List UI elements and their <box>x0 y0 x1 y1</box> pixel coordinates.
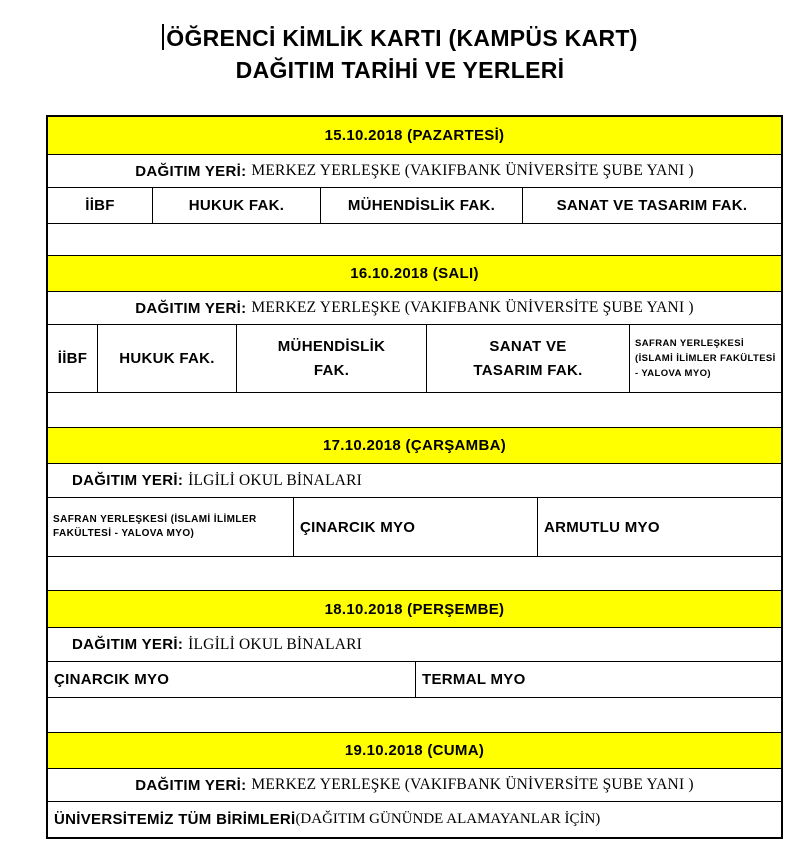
day-3-date: 17.10.2018 (ÇARŞAMBA) <box>48 428 781 464</box>
unit-cell: SAFRAN YERLEŞKESİ (İSLAMİ İLİMLER FAKÜLTESİ - YALOVA MYO) <box>635 338 776 379</box>
day-2-date: 16.10.2018 (SALI) <box>48 256 781 292</box>
title-line-2: DAĞITIM TARİHİ VE YERLERİ <box>235 57 565 83</box>
all-units-note: (DAĞITIM GÜNÜNDE ALAMAYANLAR İÇİN) <box>295 811 601 827</box>
day-1-date: 15.10.2018 (PAZARTESİ) <box>48 117 781 155</box>
text-cursor <box>162 24 164 50</box>
unit-cell: İİBF <box>48 188 153 223</box>
unit-cell: SANAT VE TASARIM FAK. <box>556 197 748 214</box>
place-label: DAĞITIM YERİ: <box>135 162 247 180</box>
spacer-row <box>48 224 781 256</box>
place-value: MERKEZ YERLEŞKE (VAKIFBANK ÜNİVERSİTE ŞUBE YANI ) <box>251 162 694 179</box>
day-1-place <box>48 155 781 188</box>
place-value: MERKEZ YERLEŞKE (VAKIFBANK ÜNİVERSİTE ŞUBE YANI ) <box>251 776 694 793</box>
unit-cell: ÇINARCIK MYO <box>294 498 538 556</box>
day-5-place <box>48 769 781 802</box>
place-value: İLGİLİ OKUL BİNALARI <box>188 635 363 653</box>
unit-cell: SANAT VE TASARIM FAK. <box>427 325 630 392</box>
place-label: DAĞITIM YERİ: <box>135 776 247 794</box>
unit-cell: MÜHENDİSLİK FAK. <box>237 325 427 392</box>
day-2-units <box>48 325 781 393</box>
spacer-row <box>48 698 781 733</box>
place-label: DAĞITIM YERİ: <box>72 636 184 653</box>
unit-cell: TERMAL MYO <box>422 671 526 688</box>
unit-cell: HUKUK FAK. <box>153 188 321 223</box>
day-3-units <box>48 498 781 557</box>
day-4-units <box>48 662 781 698</box>
day-4-place <box>48 628 781 662</box>
spacer-row <box>48 393 781 428</box>
place-value: MERKEZ YERLEŞKE (VAKIFBANK ÜNİVERSİTE ŞUBE YANI ) <box>251 299 694 316</box>
spacer-row <box>48 557 781 591</box>
page-title <box>0 22 800 86</box>
day-5-date: 19.10.2018 (CUMA) <box>48 733 781 769</box>
day-4-date: 18.10.2018 (PERŞEMBE) <box>48 591 781 628</box>
title-line-1: ÖĞRENCİ KİMLİK KARTI (KAMPÜS KART) <box>0 22 800 54</box>
unit-cell: İİBF <box>48 325 98 392</box>
place-label: DAĞITIM YERİ: <box>72 472 184 489</box>
place-label: DAĞITIM YERİ: <box>135 299 247 317</box>
day-2-place <box>48 292 781 325</box>
unit-cell: ÇINARCIK MYO <box>48 662 416 697</box>
place-value: İLGİLİ OKUL BİNALARI <box>188 471 363 489</box>
unit-cell: HUKUK FAK. <box>98 325 237 392</box>
all-units-label: ÜNİVERSİTEMİZ TÜM BİRİMLERİ <box>54 811 296 828</box>
day-3-place <box>48 464 781 498</box>
day-5-units <box>48 802 781 837</box>
unit-cell: MÜHENDİSLİK FAK. <box>321 188 523 223</box>
day-1-units <box>48 188 781 224</box>
schedule-table <box>46 115 783 839</box>
unit-cell: SAFRAN YERLEŞKESİ (İSLAMİ İLİMLER FAKÜLTESİ - YALOVA MYO) <box>48 498 294 556</box>
unit-cell: ARMUTLU MYO <box>544 518 660 536</box>
